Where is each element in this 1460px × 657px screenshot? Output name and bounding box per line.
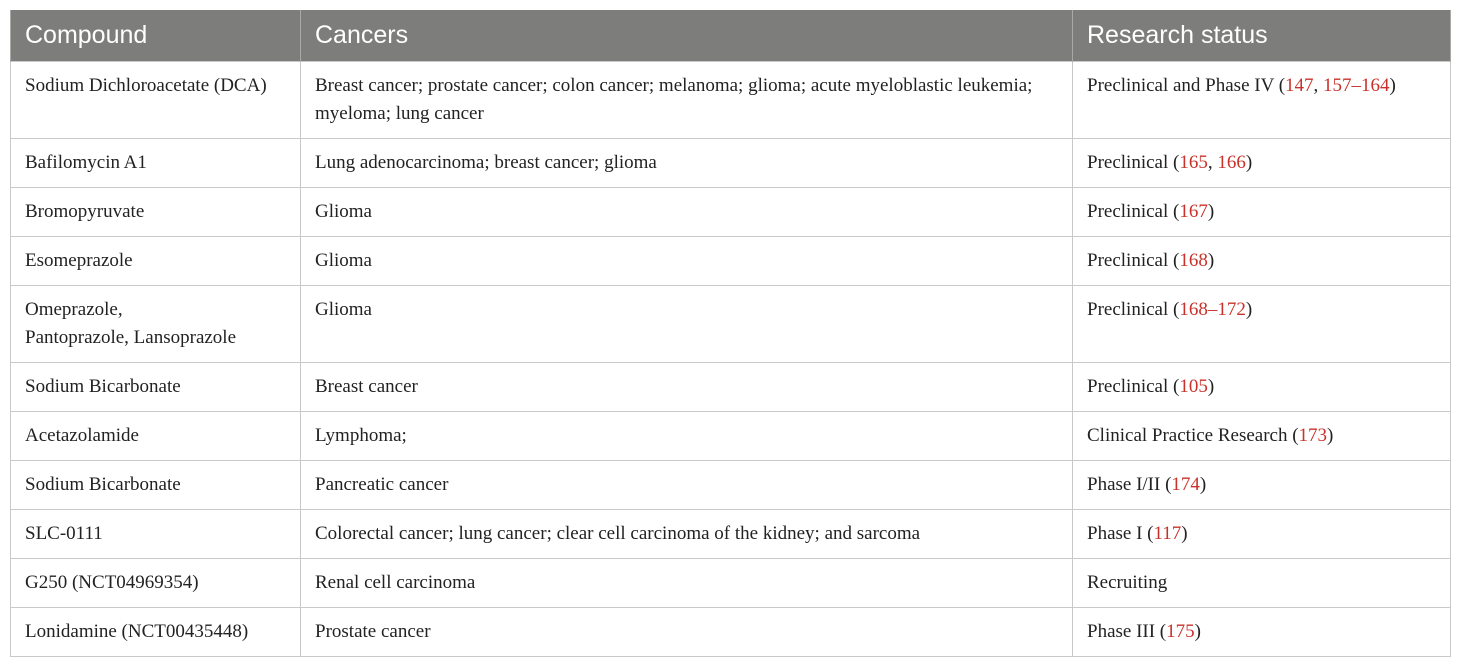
- header-compound: Compound: [11, 10, 301, 61]
- status-text: Preclinical and Phase IV (: [1087, 74, 1286, 96]
- status-suffix: ): [1245, 151, 1253, 173]
- cell-cancers: Breast cancer: [301, 362, 1073, 411]
- cell-cancers: Renal cell carcinoma: [301, 558, 1073, 607]
- cell-compound: Sodium Bicarbonate: [11, 460, 301, 509]
- cell-research-status: [1073, 607, 1451, 656]
- table-row: [11, 460, 1451, 509]
- table-row: [11, 236, 1451, 285]
- status-suffix: ): [1194, 620, 1201, 642]
- reference-link[interactable]: 166: [1217, 151, 1246, 173]
- cell-cancers: Glioma: [301, 285, 1073, 362]
- table-row: [11, 607, 1451, 656]
- table-row: [11, 285, 1451, 362]
- status-suffix: ): [1245, 298, 1253, 320]
- table-row: [11, 411, 1451, 460]
- reference-link[interactable]: 165: [1179, 151, 1208, 173]
- cell-cancers: Lung adenocarcinoma; breast cancer; glioma: [301, 138, 1073, 187]
- table-header-row: [11, 10, 1451, 61]
- status-text: Preclinical (: [1087, 375, 1180, 397]
- cell-compound: Esomeprazole: [11, 236, 301, 285]
- cell-research-status: [1073, 411, 1451, 460]
- cell-research-status: [1073, 558, 1451, 607]
- table-row: [11, 558, 1451, 607]
- cell-research-status: [1073, 285, 1451, 362]
- header-cancers: Cancers: [301, 10, 1073, 61]
- reference-link[interactable]: 168–172: [1179, 298, 1246, 320]
- cell-cancers: Breast cancer; prostate cancer; colon cancer; melanoma; glioma; acute myeloblastic leukemia; myeloma; lung cancer: [301, 61, 1073, 138]
- table-row: [11, 187, 1451, 236]
- reference-link[interactable]: 117: [1153, 522, 1182, 544]
- cell-compound: Acetazolamide: [11, 411, 301, 460]
- cell-research-status: [1073, 236, 1451, 285]
- status-suffix: ): [1389, 74, 1396, 96]
- status-text: Preclinical (: [1087, 298, 1180, 320]
- cell-compound: Bafilomycin A1: [11, 138, 301, 187]
- cell-compound: G250 (NCT04969354): [11, 558, 301, 607]
- status-text: Phase I (: [1087, 522, 1154, 544]
- cell-cancers: Lymphoma;: [301, 411, 1073, 460]
- cell-cancers: Pancreatic cancer: [301, 460, 1073, 509]
- reference-link[interactable]: 147: [1285, 74, 1314, 96]
- cell-research-status: Preclinical and Phase IV (147, 157–164): [1073, 61, 1451, 138]
- status-text: Preclinical (: [1087, 200, 1180, 222]
- reference-link[interactable]: 167: [1179, 200, 1208, 222]
- compound-line: Omeprazole,: [25, 298, 123, 320]
- table-row: [11, 509, 1451, 558]
- compound-table-container: [10, 10, 1450, 657]
- status-suffix: ): [1207, 375, 1215, 397]
- reference-link[interactable]: 105: [1179, 375, 1208, 397]
- status-text: Phase III (: [1087, 620, 1167, 642]
- cell-cancers: Glioma: [301, 236, 1073, 285]
- cell-compound: Sodium Bicarbonate: [11, 362, 301, 411]
- table-row: [11, 61, 1451, 138]
- cell-research-status: [1073, 362, 1451, 411]
- status-suffix: ): [1181, 522, 1188, 544]
- cell-compound: Sodium Dichloroacetate (DCA): [11, 61, 301, 138]
- status-text: Phase I/II (: [1087, 473, 1172, 495]
- cell-compound: [11, 285, 301, 362]
- compound-table: [10, 10, 1451, 657]
- reference-link[interactable]: 174: [1171, 473, 1200, 495]
- reference-link[interactable]: 175: [1166, 620, 1195, 642]
- reference-link[interactable]: 168: [1179, 249, 1208, 271]
- cell-compound: SLC-0111: [11, 509, 301, 558]
- cell-research-status: [1073, 509, 1451, 558]
- status-text: Preclinical (: [1087, 249, 1180, 271]
- cell-research-status: Preclinical (165, 166): [1073, 138, 1451, 187]
- reference-link[interactable]: 173: [1298, 424, 1328, 446]
- cell-compound: Lonidamine (NCT00435448): [11, 607, 301, 656]
- status-suffix: ): [1207, 249, 1215, 271]
- status-suffix: ): [1327, 424, 1334, 446]
- cell-cancers: Glioma: [301, 187, 1073, 236]
- status-suffix: ): [1207, 200, 1215, 222]
- cell-cancers: Colorectal cancer; lung cancer; clear cell carcinoma of the kidney; and sarcoma: [301, 509, 1073, 558]
- compound-line: Pantoprazole, Lansoprazole: [25, 326, 237, 348]
- cell-research-status: [1073, 460, 1451, 509]
- cell-research-status: [1073, 187, 1451, 236]
- status-text: Clinical Practice Research (: [1087, 424, 1299, 446]
- status-text: Preclinical (: [1087, 151, 1180, 173]
- reference-link[interactable]: 157–164: [1323, 74, 1390, 96]
- cell-cancers: Prostate cancer: [301, 607, 1073, 656]
- header-research-status: Research status: [1073, 10, 1451, 61]
- table-row: [11, 362, 1451, 411]
- status-suffix: ): [1199, 473, 1207, 495]
- table-row: [11, 138, 1451, 187]
- cell-compound: Bromopyruvate: [11, 187, 301, 236]
- status-text: Recruiting: [1087, 571, 1168, 593]
